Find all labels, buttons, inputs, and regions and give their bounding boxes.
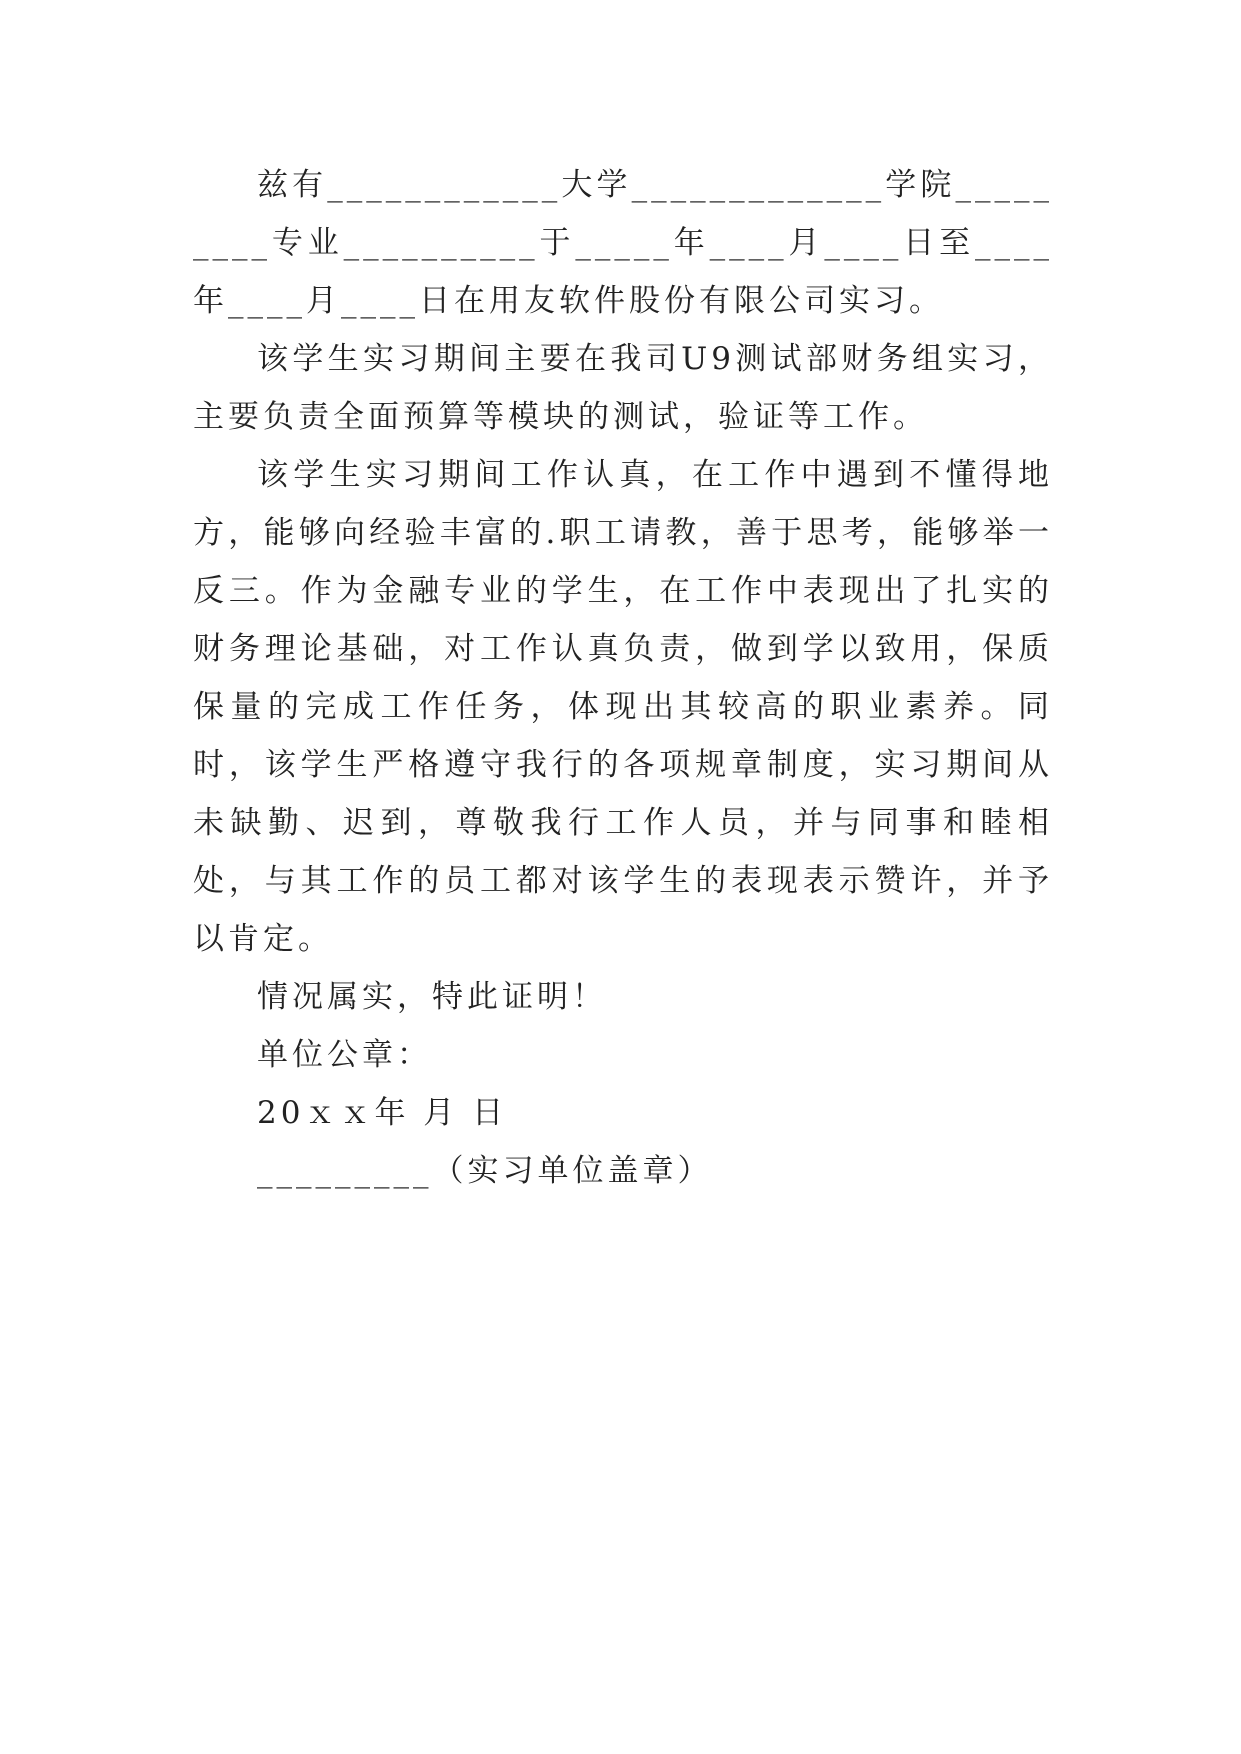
certification-statement: 情况属实，特此证明！	[257, 979, 607, 1015]
intro-paragraph: 兹有____________大学_____________学院_________专业__________于_____年____月____日至____年____月____日在用友软件股份有限公司实习。	[193, 167, 1053, 319]
certificate-body	[193, 156, 1053, 1200]
stamp-line: _________（实习单位盖章）	[257, 1153, 713, 1189]
seal-label: 单位公章：	[257, 1037, 432, 1073]
date-line: 20ｘｘ年 月 日	[257, 1095, 508, 1131]
duty-paragraph: 该学生实习期间主要在我司U9测试部财务组实习，主要负责全面预算等模块的测试，验证等工作。	[193, 341, 1053, 435]
evaluation-paragraph: 该学生实习期间工作认真，在工作中遇到不懂得地方，能够向经验丰富的.职工请教，善于思考，能够举一反三。作为金融专业的学生，在工作中表现出了扎实的财务理论基础，对工作认真负责，做到学以致用，保质保量的完成工作任务，体现出其较高的职业素养。同时，该学生严格遵守我行的各项规章制度，实习期间从未缺勤、迟到，尊敬我行工作人员，并与同事和睦相处，与其工作的员工都对该学生的表现表示赞许，并予以肯定。	[193, 457, 1053, 957]
